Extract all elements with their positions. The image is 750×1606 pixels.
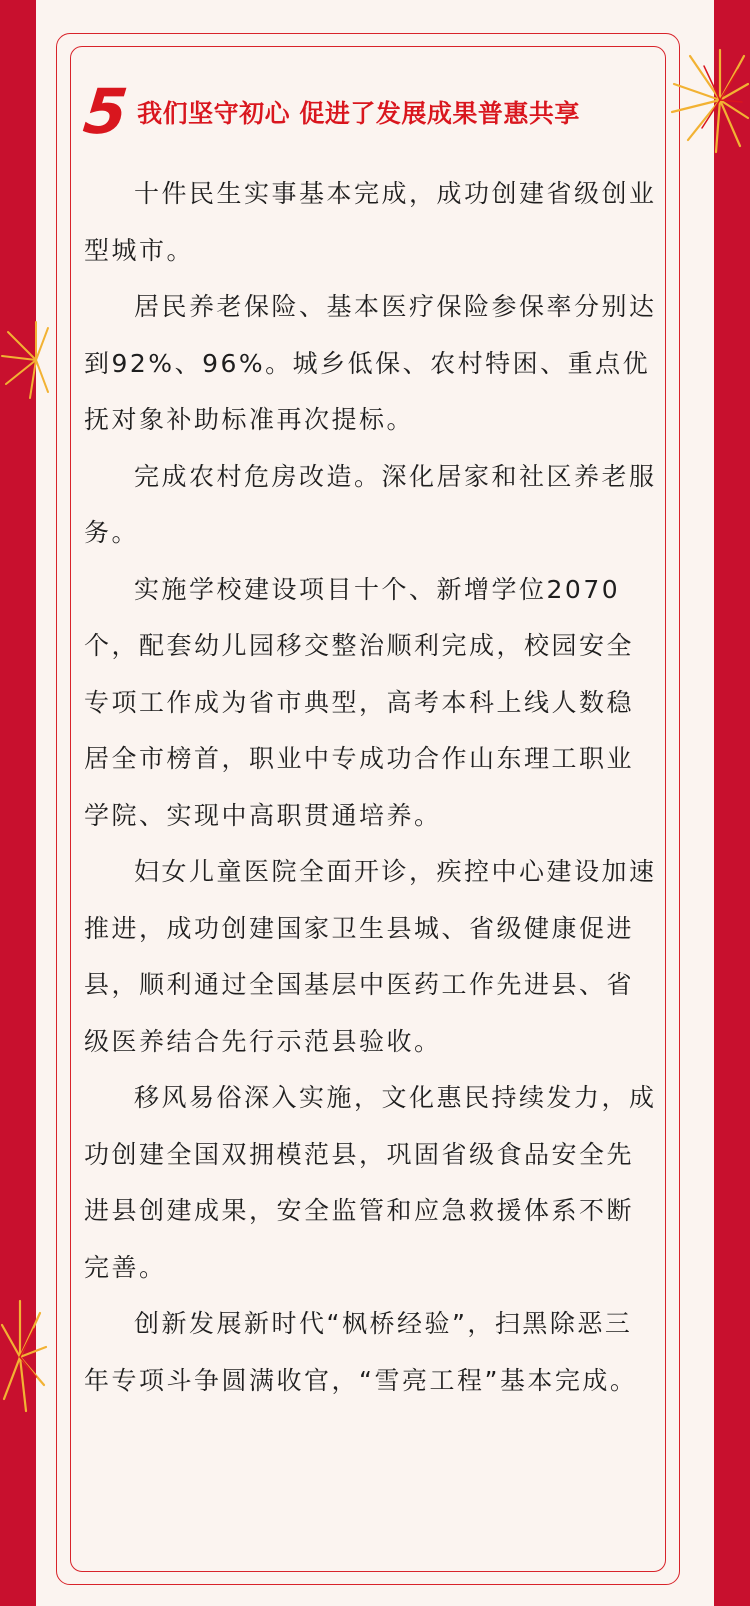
section-title: 我们坚守初心 促进了发展成果普惠共享: [137, 99, 580, 128]
paragraph: 完成农村危房改造。深化居家和社区养老服务。: [84, 461, 657, 547]
paragraph: 实施学校建设项目十个、新增学位2070个，配套幼儿园移交整治顺利完成，校园安全专项工作成为省市典型，高考本科上线人数稳居全市榜首，职业中专成功合作山东理工职业学院、实现中高职贯通培养。: [84, 574, 635, 830]
paragraph: 移风易俗深入实施，文化惠民持续发力，成功创建全国双拥模范县，巩固省级食品安全先进县创建成果，安全监管和应急救援体系不断完善。: [84, 1083, 657, 1282]
paragraph: 妇女儿童医院全面开诊，疾控中心建设加速推进，成功创建国家卫生县城、省级健康促进县，顺利通过全国基层中医药工作先进县、省级医养结合先行示范县验收。: [84, 857, 657, 1056]
paragraph: 创新发展新时代“枫桥经验”，扫黑除恶三年专项斗争圆满收官，“雪亮工程”基本完成。: [84, 1309, 638, 1395]
firework-icon: [0, 1295, 48, 1415]
paragraph: 十件民生实事基本完成，成功创建省级创业型城市。: [84, 179, 657, 265]
firework-icon: [0, 318, 50, 402]
paragraph: 居民养老保险、基本医疗保险参保率分别达到92%、96%。城乡低保、农村特困、重点优抚对象补助标准再次提标。: [84, 292, 657, 434]
section-heading: [80, 75, 674, 148]
article-body: [84, 166, 658, 1409]
section-number: 5: [80, 75, 132, 148]
